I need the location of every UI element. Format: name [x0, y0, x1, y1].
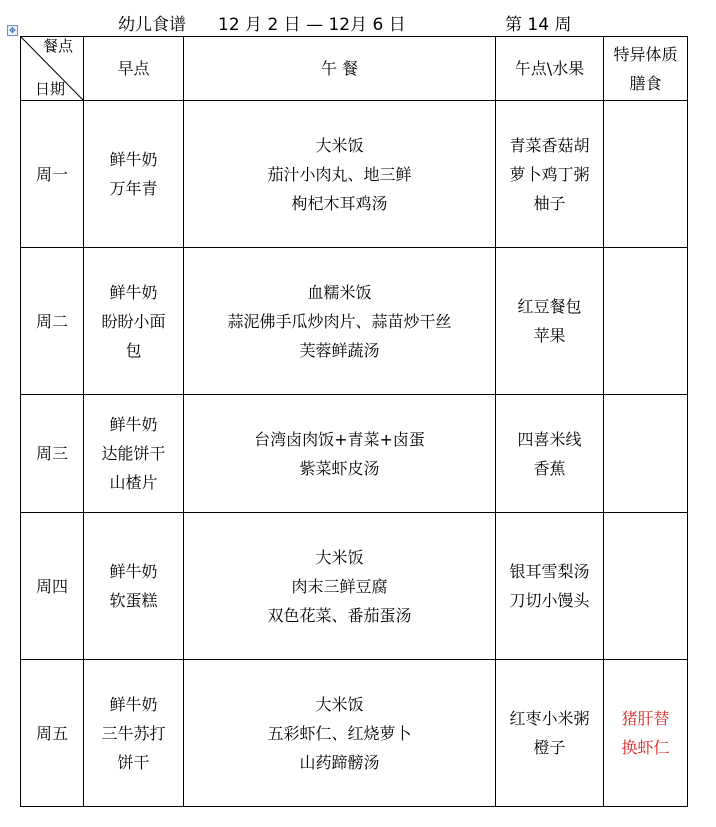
day-label: 周四 [35, 576, 68, 596]
special-item: 猪肝替 [621, 709, 670, 728]
breakfast-item: 饼干 [117, 752, 150, 772]
lunch-item: 山药蹄髈汤 [299, 752, 380, 772]
snack-item: 红豆餐包 [517, 297, 582, 316]
snack-item: 刀切小馒头 [509, 591, 590, 610]
lunch-cell [184, 101, 496, 248]
breakfast-cell [84, 395, 184, 513]
breakfast-item: 达能饼干 [101, 444, 166, 463]
lunch-item: 肉末三鲜豆腐 [291, 576, 388, 596]
day-label: 周一 [35, 164, 68, 184]
table-row [21, 660, 688, 807]
snack-item: 橙子 [533, 738, 566, 757]
special-cell [604, 248, 688, 395]
breakfast-item: 鲜牛奶 [109, 415, 158, 434]
lunch-cell [184, 395, 496, 513]
breakfast-cell [84, 660, 184, 807]
breakfast-cell [84, 101, 184, 248]
special-cell [604, 513, 688, 660]
lunch-item: 枸杞木耳鸡汤 [291, 193, 388, 213]
title-week: 第 14 周 [505, 15, 572, 35]
header-breakfast: 早点 [84, 37, 184, 101]
header-lunch: 午 餐 [184, 37, 496, 101]
special-cell [604, 395, 688, 513]
lunch-item: 蒜泥佛手瓜炒肉片、蒜苗炒干丝 [227, 311, 452, 331]
breakfast-cell [84, 248, 184, 395]
special-cell [604, 660, 688, 807]
menu-table [20, 36, 688, 807]
snack-cell [496, 101, 604, 248]
snack-item: 银耳雪梨汤 [509, 562, 590, 581]
snack-item: 苹果 [533, 326, 566, 345]
breakfast-item: 软蛋糕 [109, 591, 158, 610]
day-cell [21, 513, 84, 660]
lunch-cell [184, 513, 496, 660]
snack-item: 红枣小米粥 [509, 709, 590, 728]
day-cell [21, 660, 84, 807]
header-special-line: 膳食 [629, 73, 662, 93]
table-move-handle-icon[interactable]: ✥ [7, 25, 18, 36]
lunch-cell [184, 248, 496, 395]
page-title [0, 10, 716, 36]
lunch-item: 茄汁小肉丸、地三鲜 [267, 164, 412, 184]
day-label: 周五 [35, 723, 68, 743]
snack-cell [496, 660, 604, 807]
table-row [21, 248, 688, 395]
table-row [21, 395, 688, 513]
lunch-item: 双色花菜、番茄蛋汤 [267, 605, 412, 625]
breakfast-item: 盼盼小面 [101, 311, 166, 331]
breakfast-item: 山楂片 [109, 473, 158, 492]
snack-item: 香蕉 [533, 458, 566, 478]
corner-cell [21, 37, 84, 101]
day-label: 周三 [35, 444, 68, 463]
snack-item: 青菜香菇胡 [509, 135, 590, 155]
header-special [604, 37, 688, 101]
title-date-range: 12 月 2 日 — 12月 6 日 [218, 15, 406, 35]
breakfast-cell [84, 513, 184, 660]
day-cell [21, 101, 84, 248]
corner-date-label: 日期 [35, 80, 66, 98]
lunch-item: 台湾卤肉饭+青菜+卤蛋 [254, 429, 425, 449]
snack-cell [496, 248, 604, 395]
snack-item: 四喜米线 [517, 429, 582, 449]
lunch-item: 大米饭 [315, 135, 364, 155]
lunch-cell [184, 660, 496, 807]
lunch-item: 紫菜虾皮汤 [299, 458, 380, 478]
snack-cell [496, 513, 604, 660]
header-snack: 午点\水果 [496, 37, 604, 101]
breakfast-item: 鲜牛奶 [109, 694, 158, 714]
lunch-item: 大米饭 [315, 694, 364, 714]
breakfast-item: 三牛苏打 [101, 723, 166, 743]
breakfast-item: 鲜牛奶 [109, 282, 158, 302]
lunch-item: 芙蓉鲜蔬汤 [299, 340, 380, 360]
snack-item: 萝卜鸡丁粥 [509, 164, 590, 184]
day-cell [21, 395, 84, 513]
header-special-line: 特异体质 [613, 44, 678, 64]
day-label: 周二 [35, 311, 68, 331]
special-cell [604, 101, 688, 248]
corner-meal-label: 餐点 [42, 37, 73, 55]
lunch-item: 血糯米饭 [307, 282, 372, 302]
snack-cell [496, 395, 604, 513]
breakfast-item: 鲜牛奶 [109, 562, 158, 581]
breakfast-item: 万年青 [109, 179, 158, 198]
table-row [21, 513, 688, 660]
header-row [21, 37, 688, 101]
lunch-item: 大米饭 [315, 547, 364, 567]
snack-item: 柚子 [533, 193, 566, 213]
breakfast-item: 包 [125, 340, 142, 360]
title-label: 幼儿食谱 [118, 15, 186, 35]
special-item: 换虾仁 [621, 738, 670, 757]
table-row [21, 101, 688, 248]
day-cell [21, 248, 84, 395]
breakfast-item: 鲜牛奶 [109, 150, 158, 169]
lunch-item: 五彩虾仁、红烧萝卜 [267, 723, 412, 743]
